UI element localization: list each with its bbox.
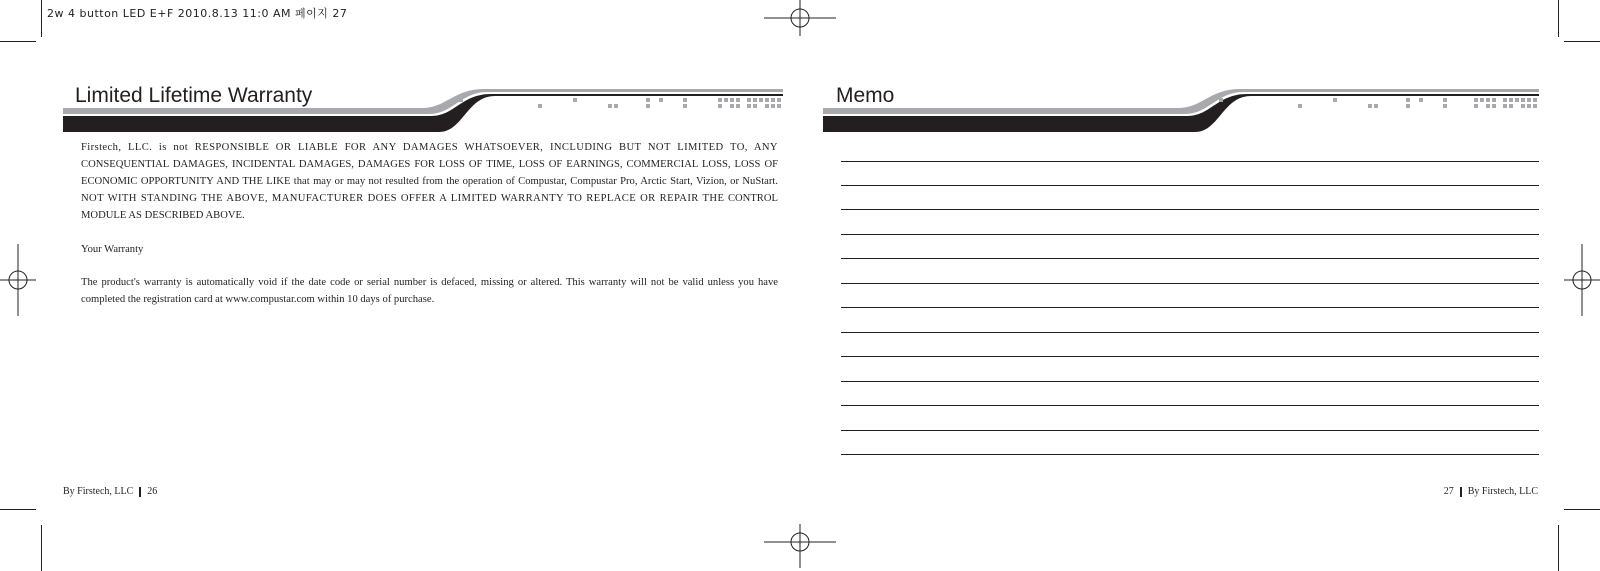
memo-line (841, 234, 1539, 235)
memo-line (841, 381, 1539, 382)
memo-line (841, 185, 1539, 186)
memo-line (841, 454, 1539, 455)
print-slug-line: 2w 4 button LED E+F 2010.8.13 11:0 AM 페이지 27 (47, 7, 348, 20)
footer-company-label: By Firstech, LLC (63, 486, 134, 497)
disclaimer-line-3: NOT WITH STANDING THE ABOVE, MANUFACTURER DOES OFFER A LIMITED WARRANTY TO REPLACE OR REPAIR THE (81, 193, 725, 204)
page-title-warranty: Limited Lifetime Warranty (75, 84, 313, 107)
footer-company-label: By Firstech, LLC (1467, 486, 1538, 497)
memo-line (841, 258, 1539, 259)
footer-divider (139, 487, 141, 497)
page-number: 27 (1443, 486, 1454, 497)
header-banner-left (63, 89, 783, 133)
memo-line (841, 209, 1539, 210)
memo-line (841, 356, 1539, 357)
memo-line (841, 332, 1539, 333)
memo-line (841, 430, 1539, 431)
memo-line (841, 283, 1539, 284)
memo-line (841, 405, 1539, 406)
footer-right (1444, 486, 1538, 497)
page-title-memo: Memo (836, 84, 895, 107)
disclaimer-line-2: CONSEQUENTIAL DAMAGES, INCIDENTAL DAMAGES, DAMAGES FOR LOSS OF TIME, LOSS OF EARNINGS, COMMERCIAL LOSS, LOSS OF ECONOMIC OPPORTUNITY AND THE LIKE that may or may not resulted from the operation of Compustar, Compustar Pro, Arctic Start, Vizion, or NuStart. (81, 159, 778, 187)
memo-line (841, 307, 1539, 308)
your-warranty-heading: Your Warranty (81, 244, 144, 255)
disclaimer-line-4: CONTROL MODULE AS DESCRIBED ABOVE. (81, 193, 778, 221)
header-banner-right (823, 89, 1539, 133)
page-number: 26 (147, 486, 158, 497)
memo-line (841, 161, 1539, 162)
footer-divider (1460, 487, 1462, 497)
warranty-void-paragraph: The product's warranty is automatically void if the date code or serial number is defaced, missing or altered. This warranty will not be valid unless you have completed the registration card at www.compustar.com within 10 days of purchase. (81, 277, 778, 305)
warranty-disclaimer-paragraph (81, 139, 778, 224)
disclaimer-line-1: Firstech, LLC. is not RESPONSIBLE OR LIABLE FOR ANY DAMAGES WHATSOEVER, INCLUDING BUT NOT LIMITED TO, ANY (81, 142, 778, 153)
footer-left (63, 486, 157, 497)
